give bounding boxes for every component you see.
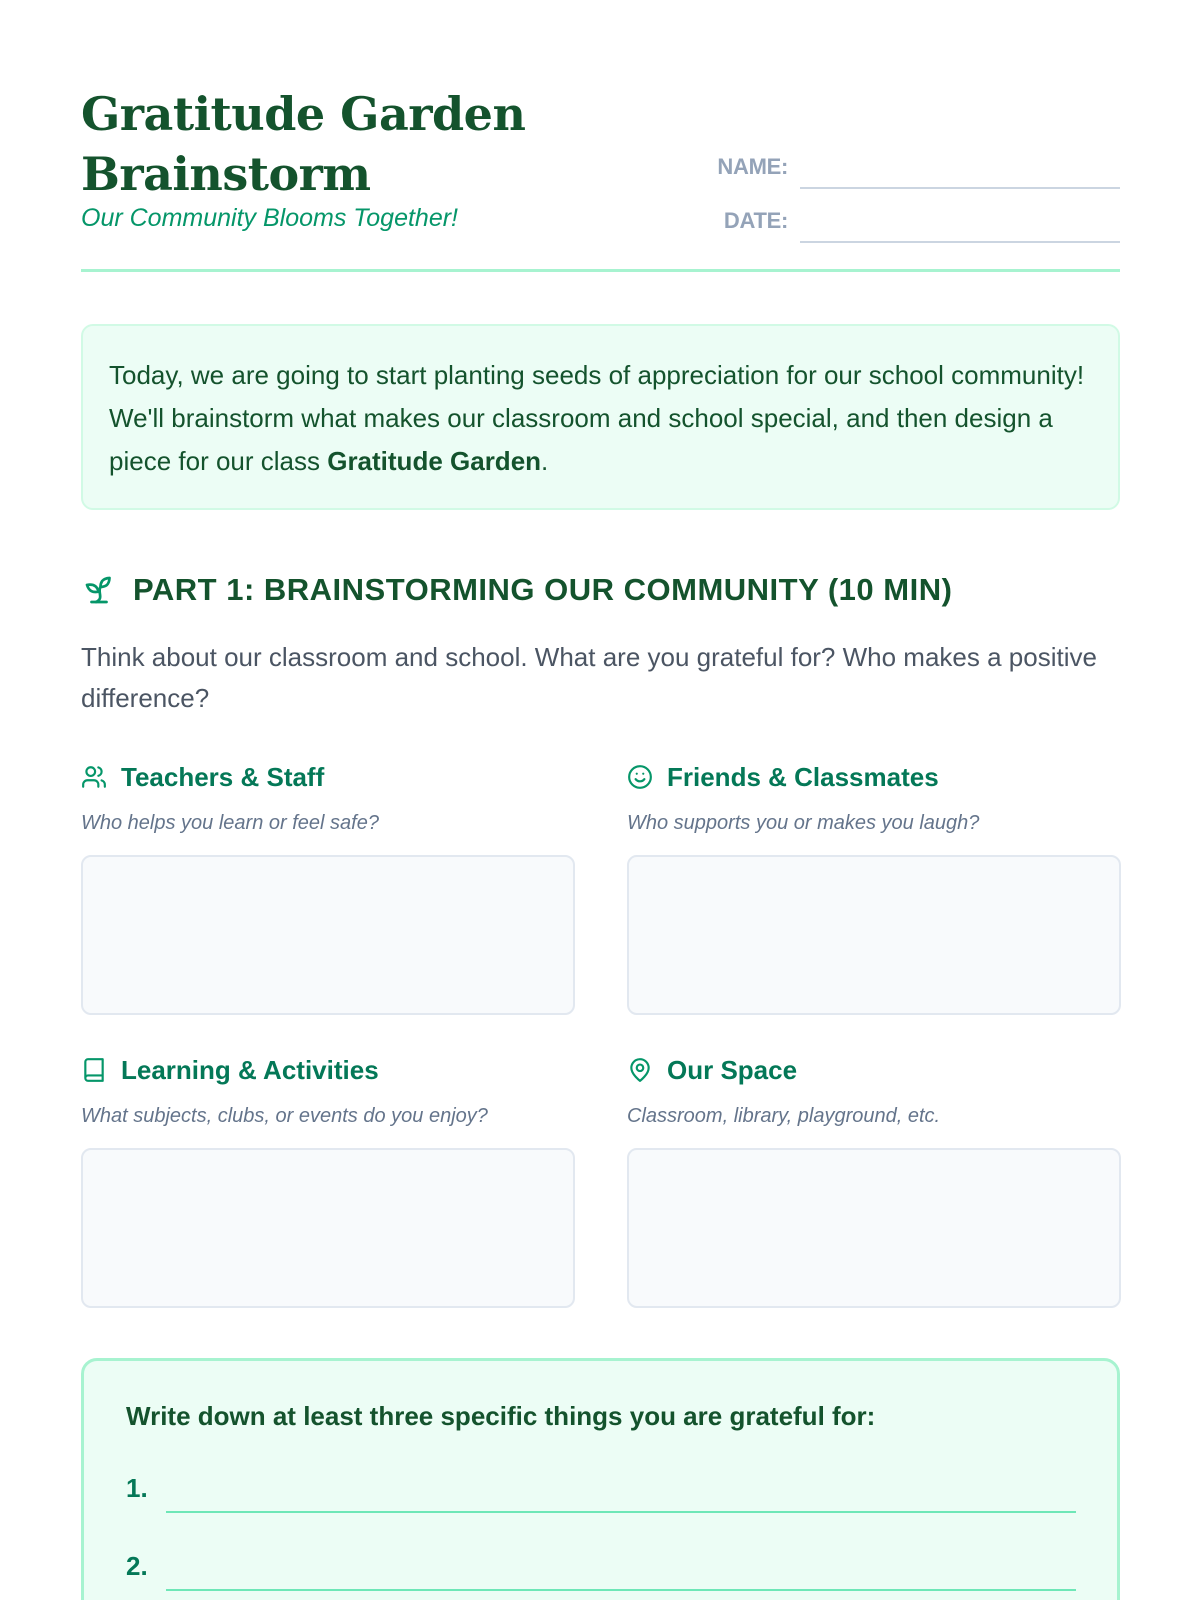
category-our-space [627, 1050, 1121, 1308]
category-learning-activities [81, 1050, 575, 1308]
name-field[interactable] [713, 148, 1120, 188]
part1-heading [81, 568, 952, 612]
intro-bold: Gratitude Garden [327, 446, 542, 476]
item-number: 2. [126, 1551, 148, 1581]
friends-classmates-answer-box[interactable] [627, 855, 1121, 1015]
category-hint: Who helps you learn or feel safe? [81, 812, 379, 834]
intro-text: Today, we are going to start planting seeds of appreciation for our school community! We'll brainstorm what makes our classroom and school special, and then design a piece for our class [109, 360, 1085, 476]
gratitude-list-item [126, 1471, 1076, 1511]
map-pin-icon [627, 1057, 653, 1083]
item-2-write-line[interactable] [166, 1589, 1076, 1591]
item-1-write-line[interactable] [166, 1511, 1076, 1513]
name-line[interactable] [800, 187, 1120, 189]
item-number: 1. [126, 1473, 148, 1503]
intro-end: . [541, 446, 549, 476]
part1-description: Think about our classroom and school. What are you grateful for? Who makes a positive difference? [81, 642, 1097, 713]
gratitude-list-prompt: Write down at least three specific things you are grateful for: [126, 1401, 876, 1431]
date-field[interactable] [713, 202, 1120, 242]
teachers-staff-answer-box[interactable] [81, 855, 575, 1015]
category-hint: What subjects, clubs, or events do you enjoy? [81, 1105, 488, 1127]
intro-box [81, 324, 1120, 510]
date-line[interactable] [800, 241, 1120, 243]
category-hint: Who supports you or makes you laugh? [627, 812, 980, 834]
users-icon [81, 764, 107, 790]
title-line-2: Brainstorm [81, 147, 371, 201]
our-space-answer-box[interactable] [627, 1148, 1121, 1308]
worksheet-header [81, 84, 1120, 272]
name-label: NAME: [717, 154, 788, 179]
title-line-1: Gratitude Garden [81, 87, 526, 141]
category-title: Teachers & Staff [121, 761, 325, 792]
sprout-icon [81, 572, 117, 608]
category-friends-classmates [627, 757, 1121, 1015]
date-label: DATE: [723, 208, 788, 233]
learning-activities-answer-box[interactable] [81, 1148, 575, 1308]
page-subtitle: Our Community Blooms Together! [81, 204, 459, 232]
category-teachers-staff [81, 757, 575, 1015]
category-title: Our Space [667, 1054, 798, 1085]
category-title: Friends & Classmates [667, 761, 939, 792]
gratitude-list-item [126, 1549, 1076, 1589]
category-hint: Classroom, library, playground, etc. [627, 1105, 941, 1127]
smile-icon [627, 764, 653, 790]
category-title: Learning & Activities [121, 1054, 379, 1085]
book-icon [81, 1057, 107, 1083]
gratitude-list-box [81, 1358, 1120, 1600]
part1-title: PART 1: BRAINSTORMING OUR COMMUNITY (10 MIN) [133, 572, 953, 607]
